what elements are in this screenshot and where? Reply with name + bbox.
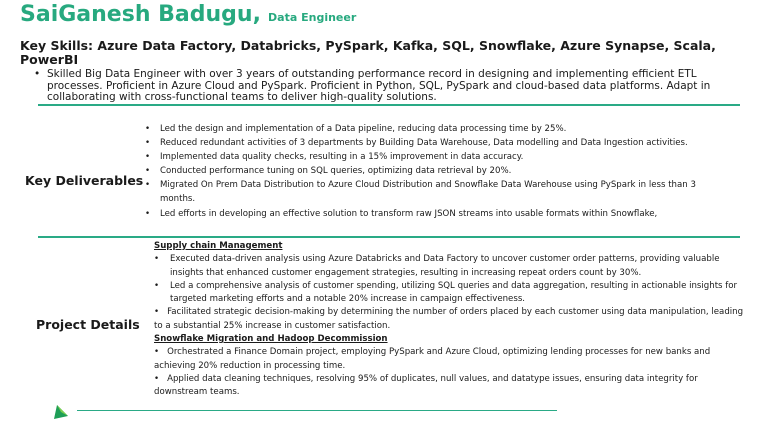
- candidate-role: Data Engineer: [268, 11, 357, 24]
- bullet: •: [154, 373, 160, 384]
- list-item: [154, 280, 750, 307]
- summary-bullet: •: [34, 68, 41, 80]
- bullet: •: [145, 166, 151, 177]
- project-point: Applied data cleaning techniques, resolving 95% of duplicates, null values, and datatype issues, ensuring data integrity for downstream teams.: [154, 373, 698, 398]
- list-item: [143, 150, 733, 164]
- deliverable-text: Implemented data quality checks, resulting in a 15% improvement in data accuracy.: [160, 152, 524, 163]
- bullet: •: [145, 208, 151, 219]
- header: [20, 2, 356, 27]
- project-title: Snowflake Migration and Hadoop Decommission: [154, 334, 388, 345]
- project-point: Led a comprehensive analysis of customer spending, utilizing SQL queries and data aggregation, resulting in actionable insights for targeted marketing efforts and a notable 20% increase in campaign effectiveness.: [170, 280, 738, 305]
- list-item: [154, 253, 750, 280]
- summary-text: Skilled Big Data Engineer with over 3 years of outstanding performance record in designing and implementing efficient ETL processes. Proficient in Azure Cloud and PySpark. Proficient in Python, SQL, PySpark and cloud-based data platforms. Adapt in collaborating with cross-functional teams to deliver high-quality solutions.: [47, 68, 711, 103]
- deliverables-list: [143, 122, 733, 221]
- deliverable-text: Led the design and implementation of a Data pipeline, reducing data processing time by 25%.: [160, 124, 567, 134]
- projects-label: Project Details: [36, 317, 140, 332]
- bullet: •: [154, 254, 160, 265]
- bullet: •: [145, 124, 151, 134]
- bullet: •: [154, 280, 160, 291]
- footer-divider: [77, 410, 557, 411]
- deliverable-text: Led efforts in developing an effective solution to transform raw JSON streams into usable formats within Snowflake,: [160, 208, 658, 219]
- list-item: [143, 122, 733, 136]
- list-item: [143, 178, 733, 206]
- project-point: Facilitated strategic decision-making by determining the number of orders placed by each customer using data manipulation, leading to a substantial 25% increase in customer satisfaction.: [154, 307, 744, 331]
- project-title: Supply chain Management: [154, 241, 283, 251]
- list-item: [154, 346, 750, 373]
- project-point: Executed data-driven analysis using Azure Databricks and Data Factory to uncover customer order patterns, providing valuable insights that enhanced customer engagement strategies, resulting in increasing repeat orders count by 30%.: [170, 254, 720, 278]
- list-item: [143, 136, 733, 150]
- deliverable-text: Conducted performance tuning on SQL queries, optimizing data retrieval by 20%.: [160, 166, 512, 177]
- bullet: •: [145, 138, 151, 149]
- list-item: [154, 306, 750, 333]
- key-skills: Key Skills: Azure Data Factory, Databricks, PySpark, Kafka, SQL, Snowflake, Azure Synapse, Scala, PowerBI: [20, 38, 716, 67]
- bullet: •: [154, 347, 160, 358]
- deliverable-text: Migrated On Prem Data Distribution to Azure Cloud Distribution and Snowflake Data Warehouse using PySpark in less than 3 months.: [160, 180, 696, 205]
- bullet: •: [154, 307, 160, 318]
- divider-middle: [38, 236, 740, 238]
- bullet: •: [145, 180, 151, 191]
- project-point: Orchestrated a Finance Domain project, employing PySpark and Azure Cloud, optimizing lending processes for new banks and achieving 20% reduction in processing time.: [154, 347, 711, 371]
- divider-top: [38, 104, 740, 106]
- deliverables-label: Key Deliverables: [25, 173, 144, 188]
- list-item: [143, 164, 733, 178]
- project-details: [154, 240, 750, 400]
- summary: [34, 69, 734, 104]
- list-item: [154, 373, 750, 400]
- deliverable-text: Reduced redundant activities of 3 departments by Building Data Warehouse, Data modelling and Data Ingestion activities.: [160, 138, 688, 149]
- list-item: [143, 207, 733, 221]
- bullet: •: [145, 152, 151, 163]
- candidate-name: SaiGanesh Badugu,: [20, 2, 261, 27]
- triangle-logo-icon: [53, 404, 69, 420]
